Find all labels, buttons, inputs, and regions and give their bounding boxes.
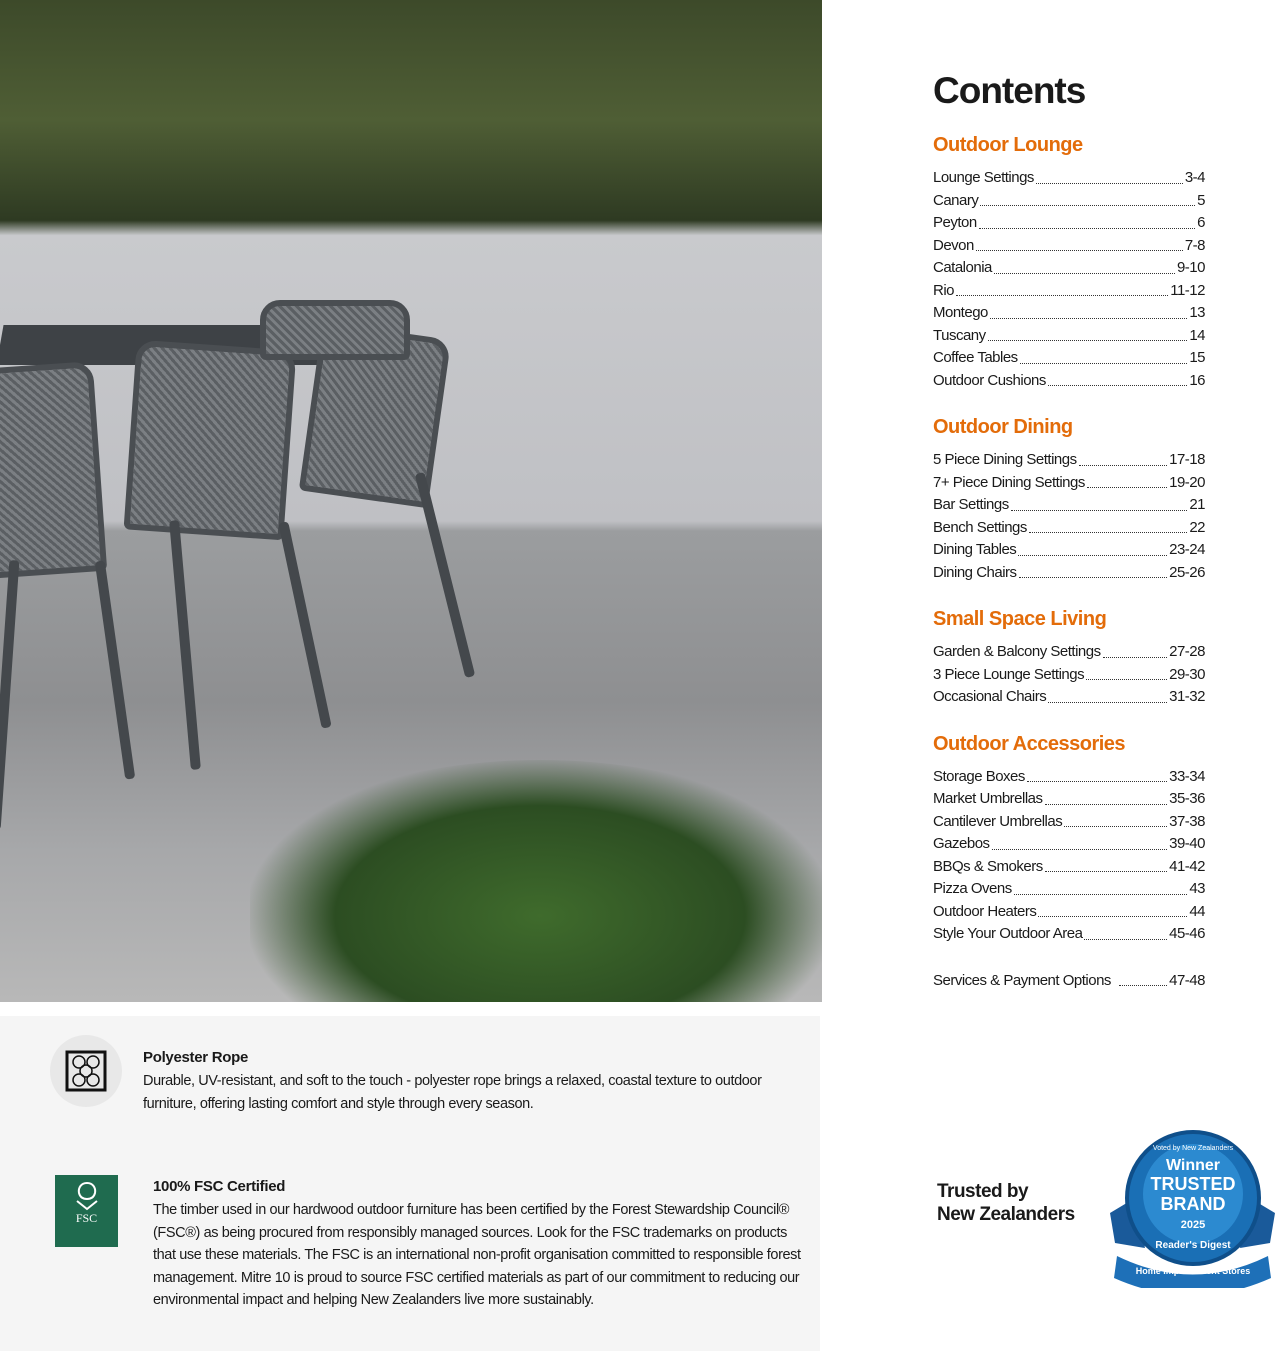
toc-section: [933, 134, 1205, 392]
badge-brand: BRAND: [1160, 1194, 1226, 1214]
toc-entry-pages: 15: [1189, 349, 1205, 366]
toc-entry-label: Outdoor Heaters: [933, 902, 1037, 920]
toc-entry-pages: 47-48: [1169, 971, 1205, 989]
badge-top-text: Voted by New Zealanders: [1152, 1145, 1234, 1152]
toc-entry-label: Dining Tables: [933, 541, 1017, 558]
toc-entry[interactable]: [933, 766, 1205, 789]
dot-leader: [990, 302, 1187, 319]
toc-entry-label: 5 Piece Dining Settings: [933, 451, 1077, 468]
toc-entry-pages: 43: [1189, 880, 1205, 897]
toc-entry-label: Gazebos: [933, 835, 990, 852]
toc-entry[interactable]: [933, 833, 1205, 856]
badge-trusted: TRUSTED: [1150, 1174, 1236, 1194]
badge-winner: Winner: [1165, 1157, 1221, 1174]
dot-leader: [1045, 856, 1167, 873]
dot-leader: [994, 257, 1175, 274]
dot-leader: [1048, 686, 1167, 703]
rope-texture-icon: [50, 1035, 122, 1107]
dot-leader: [1011, 494, 1188, 511]
toc-entry[interactable]: [933, 449, 1205, 472]
toc-entry[interactable]: [933, 923, 1205, 946]
toc-entry-label: Peyton: [933, 214, 977, 231]
feature-fsc-certified: [153, 1178, 813, 1312]
toc-entry-pages: 37-38: [1169, 812, 1205, 830]
toc-entry-label: Outdoor Cushions: [933, 371, 1046, 389]
chair-leg: [415, 472, 476, 678]
trusted-line-2: New Zealanders: [937, 1204, 1075, 1225]
chair: [124, 340, 297, 541]
toc-entry[interactable]: [933, 901, 1205, 924]
toc-entry-pages: 9-10: [1176, 259, 1205, 276]
dot-leader: [1079, 449, 1168, 466]
toc-entry-pages: 19-20: [1169, 473, 1205, 491]
table-of-contents: [933, 70, 1205, 992]
dot-leader: [1045, 788, 1168, 805]
feature-title: Polyester Rope: [143, 1049, 249, 1066]
toc-entry-label: 3 Piece Lounge Settings: [933, 665, 1085, 683]
trusted-line-1: Trusted by: [937, 1181, 1029, 1202]
toc-entry-label: Bench Settings: [933, 518, 1027, 536]
dot-leader: [1087, 472, 1167, 489]
feature-text: The timber used in our hardwood outdoor furniture has been certified by the Forest Stewardship Council® (FSC®) as being procured from responsibly managed sources. Look for the FSC trademarks on products that use these materials. The FSC is an international non-profit organisation committed to responsible forest management. Mitre 10 is proud to source FSC certified materials as part of our commitment to reducing our environmental impact and helping New Zealanders live more sustainably.: [153, 1202, 801, 1308]
trusted-tagline: [937, 1180, 1075, 1226]
toc-entry-label: Tuscany: [933, 326, 986, 344]
toc-entry-label: Market Umbrellas: [933, 790, 1043, 807]
toc-entry-label: Bar Settings: [933, 496, 1009, 513]
toc-entry-pages: 21: [1189, 496, 1205, 513]
toc-entry[interactable]: [933, 686, 1205, 709]
toc-entry-pages: 6: [1197, 214, 1205, 231]
toc-entry[interactable]: [933, 641, 1205, 664]
dot-leader: [956, 280, 1168, 297]
badge-year: 2025: [1180, 1219, 1206, 1231]
dot-leader: [1064, 811, 1167, 828]
dot-leader: [976, 235, 1183, 252]
dot-leader: [1048, 370, 1187, 387]
feature-title: 100% FSC Certified: [153, 1178, 286, 1195]
toc-entry-pages: 44: [1189, 902, 1205, 920]
toc-entry[interactable]: [933, 167, 1205, 190]
chair-leg: [0, 560, 19, 830]
dot-leader: [992, 833, 1168, 850]
toc-entry-pages: 17-18: [1169, 451, 1205, 468]
toc-entry[interactable]: [933, 494, 1205, 517]
toc-entry[interactable]: [933, 811, 1205, 834]
toc-entry-pages: 13: [1189, 304, 1205, 321]
toc-entry-label: Montego: [933, 304, 988, 321]
toc-entry[interactable]: [933, 517, 1205, 540]
page-title: Contents: [933, 70, 1086, 111]
toc-entry[interactable]: [933, 664, 1205, 687]
toc-section-heading: Outdoor Dining: [933, 416, 1073, 438]
toc-entry[interactable]: [933, 235, 1205, 258]
toc-entry-label: 7+ Piece Dining Settings: [933, 473, 1085, 491]
toc-entry-pages: 22: [1189, 518, 1205, 536]
toc-entry-label: Pizza Ovens: [933, 880, 1012, 897]
toc-entry-label: Rio: [933, 281, 955, 299]
toc-entry-label: Catalonia: [933, 259, 992, 276]
toc-entry[interactable]: [933, 472, 1205, 495]
dot-leader: [1086, 664, 1167, 681]
badge-publisher: Reader's Digest: [1155, 1240, 1231, 1251]
fsc-logo: [55, 1175, 118, 1247]
feature-polyester-rope: [143, 1049, 803, 1115]
toc-entry[interactable]: [933, 325, 1205, 348]
toc-entry[interactable]: [933, 302, 1205, 325]
dot-leader: [1036, 167, 1183, 184]
dot-leader: [1019, 562, 1168, 579]
toc-section: [933, 608, 1205, 709]
toc-section-heading: Outdoor Lounge: [933, 134, 1083, 156]
toc-entry-label: Services & Payment Options: [933, 971, 1111, 989]
toc-entry-pages: 25-26: [1169, 563, 1205, 581]
toc-entry[interactable]: [933, 347, 1205, 370]
toc-entry[interactable]: [933, 370, 1205, 393]
toc-entry-label: Canary: [933, 191, 979, 209]
toc-entry-pages: 16: [1189, 371, 1205, 389]
toc-entry-label: Style Your Outdoor Area: [933, 925, 1083, 942]
toc-entry-label: BBQs & Smokers: [933, 857, 1043, 875]
toc-entry-pages: 14: [1189, 326, 1205, 344]
chair-leg: [95, 560, 136, 779]
dot-leader: [988, 325, 1188, 342]
dot-leader: [1103, 641, 1168, 658]
toc-entry[interactable]: [933, 212, 1205, 235]
toc-entry-pages: 35-36: [1169, 790, 1205, 807]
dot-leader: [1027, 766, 1167, 783]
chair-leg: [169, 520, 201, 770]
dot-leader: [1018, 539, 1167, 556]
toc-entry-label: Cantilever Umbrellas: [933, 812, 1063, 830]
toc-entry-pages: 7-8: [1184, 236, 1205, 254]
chair-leg: [278, 521, 331, 728]
toc-section: [933, 416, 1205, 584]
toc-entry-pages: 5: [1197, 191, 1205, 209]
toc-entry[interactable]: [933, 280, 1205, 303]
toc-entry-label: Devon: [933, 236, 974, 254]
feature-text: Durable, UV-resistant, and soft to the touch - polyester rope brings a relaxed, coastal texture to outdoor furniture, offering lasting comfort and style through every season.: [143, 1073, 762, 1112]
toc-entry-label: Dining Chairs: [933, 563, 1017, 581]
dot-leader: [980, 190, 1195, 207]
toc-section-heading: Outdoor Accessories: [933, 732, 1126, 755]
toc-entry-pages: 45-46: [1169, 925, 1205, 942]
toc-entry-pages: 33-34: [1169, 767, 1205, 785]
badge-category: Home Improvement Stores: [1135, 1266, 1251, 1276]
fsc-logo-text: FSC: [75, 1211, 98, 1225]
dot-leader: [1020, 347, 1188, 364]
dot-leader: [1014, 878, 1188, 895]
toc-entry[interactable]: [933, 257, 1205, 280]
toc-entry-label: Lounge Settings: [933, 169, 1034, 186]
toc-entry[interactable]: [933, 788, 1205, 811]
toc-entry-pages: 3-4: [1184, 169, 1205, 186]
foreground-plant: [250, 760, 822, 1002]
toc-entry-pages: 27-28: [1169, 643, 1205, 660]
toc-entry-pages: 23-24: [1169, 541, 1205, 558]
toc-section-heading: Small Space Living: [933, 608, 1107, 630]
dot-leader: [979, 212, 1195, 229]
toc-entry-pages: 29-30: [1169, 665, 1205, 683]
dot-leader: [1029, 517, 1187, 534]
toc-entry[interactable]: [933, 190, 1205, 213]
toc-entry-label: Garden & Balcony Settings: [933, 643, 1101, 660]
toc-entry[interactable]: [933, 856, 1205, 879]
toc-entry-label: Occasional Chairs: [933, 688, 1047, 705]
toc-entry-label: Storage Boxes: [933, 767, 1025, 785]
toc-entry-pages: 39-40: [1169, 835, 1205, 852]
toc-entry-pages: 31-32: [1169, 688, 1205, 705]
toc-entry[interactable]: [933, 562, 1205, 585]
hero-photo-outdoor-dining: [0, 0, 822, 1002]
tree-check-icon: [73, 1181, 101, 1211]
toc-entry-pages: 41-42: [1169, 857, 1205, 875]
chair: [260, 300, 410, 360]
toc-sections: [933, 134, 1205, 946]
dot-leader: [1038, 901, 1187, 918]
toc-section: [933, 733, 1205, 946]
toc-entry[interactable]: [933, 878, 1205, 901]
toc-entry-services[interactable]: [933, 970, 1205, 993]
dot-leader: [1084, 923, 1167, 940]
dot-leader: [1119, 970, 1167, 987]
toc-entry-label: Coffee Tables: [933, 349, 1018, 366]
toc-entry[interactable]: [933, 539, 1205, 562]
trusted-brand-badge: [1105, 1128, 1280, 1288]
toc-entry-pages: 11-12: [1170, 281, 1205, 299]
chair: [0, 361, 107, 579]
